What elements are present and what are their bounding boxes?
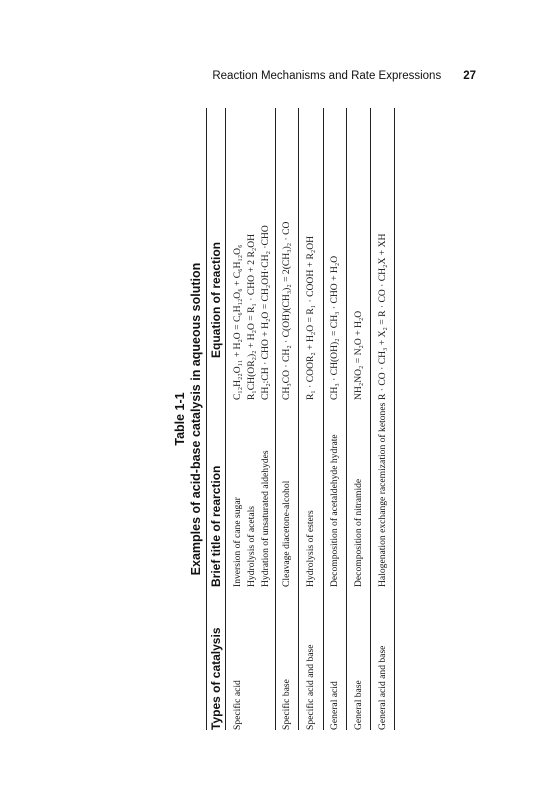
catalysis-type: General acid and base [377, 645, 388, 730]
table-caption [172, 108, 204, 730]
running-head-title: Reaction Mechanisms and Rate Expressions [212, 70, 442, 82]
header-rule [225, 108, 226, 730]
reaction-equations [231, 225, 273, 400]
reaction-equation: R₁CH(OR₂)₂ + H₂O = R₁ · CHO + 2 R₂OH [246, 233, 257, 400]
reaction-title: Decomposition of acetaldehyde hydrate [329, 434, 340, 587]
row-rule [275, 108, 276, 730]
reaction-equation: NH₂NO₂ = N₂O + H₂O [353, 310, 364, 400]
rotated-table [172, 108, 478, 730]
reaction-title: Decomposition of nitramide [353, 478, 364, 587]
reaction-titles [231, 450, 273, 587]
catalysis-type: General acid [329, 681, 340, 730]
reaction-equation: CH₂:CH · CHO + H₂O = CH₂OH·CH₂ ·CHO [260, 225, 271, 400]
catalysis-type: General base [353, 680, 364, 730]
header-equation: Equation of reaction [209, 241, 223, 358]
reaction-title: Halogenation exchange racemization of ketones [377, 402, 388, 587]
table-title: Table 1-1 [173, 392, 187, 446]
table-subtitle: Examples of acid-base catalysis in aqueous solution [189, 262, 203, 576]
row-rule [323, 108, 324, 730]
reaction-title: Hydration of unsaturated aldehydes [260, 450, 271, 587]
top-rule [206, 108, 207, 730]
reaction-equation: R · CO · CH₃ + X₂ = R · CO · CH₂X + XH [377, 233, 388, 400]
reaction-equation: C₁₂H₂₂O₁₁ + H₂O = C₆H₁₂O₆ + C₆H₁₂O₆ [232, 244, 243, 400]
catalysis-type: Specific acid [232, 680, 243, 730]
bottom-rule [394, 108, 395, 730]
reaction-equation: R₁ · COOR₂ + H₂O = R₁ · COOH + R₂OH [305, 235, 316, 400]
reaction-title: Cleavage diacetone-alcohol [281, 480, 292, 587]
reaction-title: Hydrolysis of acetals [246, 506, 257, 587]
header-types: Types of catalysis [209, 627, 223, 730]
row-rule [298, 108, 299, 730]
header-title: Brief title of rearction [209, 465, 223, 587]
row-rule [346, 108, 347, 730]
catalysis-type: Specific base [281, 679, 292, 730]
page-number: 27 [463, 70, 476, 82]
row-rule [370, 108, 371, 730]
reaction-title: Hydrolysis of esters [305, 510, 316, 587]
running-head [0, 70, 476, 88]
catalysis-type: Specific acid and base [305, 644, 316, 730]
reaction-title: Inversion of cane sugar [232, 497, 243, 587]
table-row [231, 108, 277, 730]
reaction-equation: CH₃ · CH(OH)₂ = CH₃ · CHO + H₂O [329, 255, 340, 400]
reaction-equation: CH₃CO · CH₂ · C(OH)(CH₃)₂ = 2(CH₃)₂ · CO [281, 221, 292, 400]
